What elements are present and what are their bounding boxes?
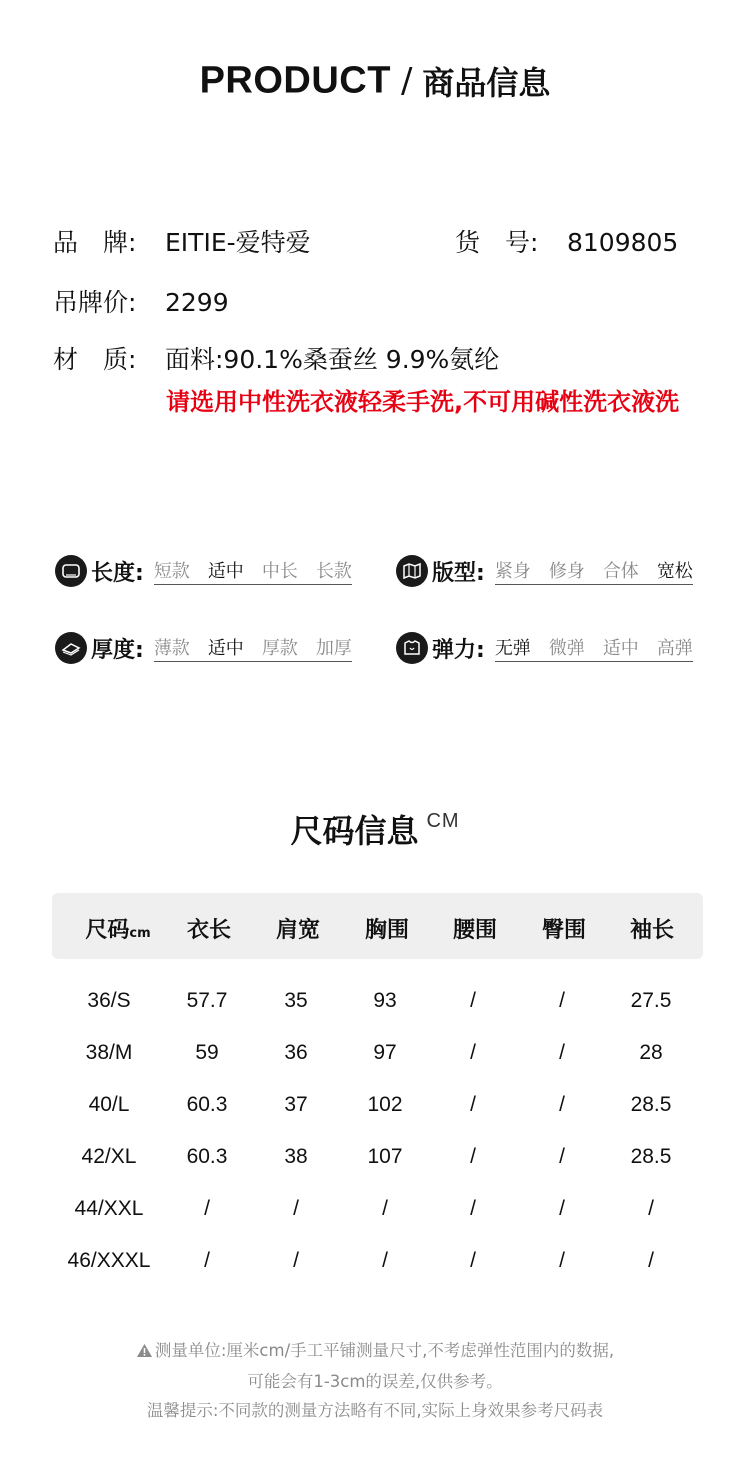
size-chart-title	[0, 806, 750, 852]
elasticity-option: 适中	[602, 638, 639, 659]
header-size-text: 尺码	[85, 918, 130, 943]
title-separator: /	[400, 61, 413, 101]
size-title-unit: CM	[426, 810, 460, 833]
cell-length: /	[204, 1249, 210, 1272]
header-sleeve: 袖长	[629, 918, 674, 943]
cell-shoulder: 37	[284, 1093, 308, 1116]
size-table-header	[52, 893, 703, 959]
elasticity-option: 高弹	[656, 638, 693, 659]
cell-length: 60.3	[186, 1093, 228, 1116]
thickness-options	[154, 634, 352, 662]
fit-option: 紧身	[494, 561, 531, 582]
cell-waist: /	[470, 1197, 476, 1220]
cell-shoulder: 38	[284, 1145, 308, 1168]
elasticity-icon	[396, 632, 428, 664]
cell-length: 59	[195, 1041, 219, 1064]
cell-chest: 107	[367, 1145, 403, 1168]
note-line-3: 温馨提示:不同款的测量方法略有不同,实际上身效果参考尺码表	[146, 1401, 604, 1420]
thickness-icon	[55, 632, 87, 664]
attr-length	[55, 555, 352, 587]
cell-size: 38/M	[85, 1041, 133, 1064]
cell-shoulder: 35	[284, 989, 308, 1012]
cell-hip: /	[559, 1041, 565, 1064]
cell-chest: /	[382, 1197, 388, 1220]
title-chinese: 商品信息	[422, 64, 551, 102]
header-waist: 腰围	[452, 918, 497, 943]
elasticity-options	[495, 634, 693, 662]
cell-sleeve: /	[648, 1197, 654, 1220]
price-value: 2299	[165, 288, 229, 317]
price-label: 吊牌价:	[53, 288, 137, 317]
table-row	[52, 1093, 703, 1133]
size-title-text: 尺码信息	[290, 812, 419, 850]
length-option-selected: 适中	[207, 561, 244, 582]
cell-chest: 102	[367, 1093, 403, 1116]
cell-waist: /	[470, 1041, 476, 1064]
note-line-1-text: 测量单位:厘米cm/手工平铺测量尺寸,不考虑弹性范围内的数据,	[154, 1341, 615, 1360]
cell-hip: /	[559, 1197, 565, 1220]
header-chest: 胸围	[364, 918, 409, 943]
page-title	[0, 58, 750, 104]
cell-length: /	[204, 1197, 210, 1220]
cell-waist: /	[470, 1093, 476, 1116]
cell-waist: /	[470, 1249, 476, 1272]
cell-sleeve: /	[648, 1249, 654, 1272]
header-size-unit: cm	[129, 926, 151, 941]
sku-value: 8109805	[567, 228, 679, 257]
brand-label: 品 牌:	[53, 228, 137, 257]
attr-fit	[396, 555, 693, 587]
attr-elasticity	[396, 632, 693, 664]
length-option: 中长	[261, 561, 298, 582]
brand-row	[53, 226, 311, 260]
table-row	[52, 1197, 703, 1237]
cell-chest: /	[382, 1249, 388, 1272]
cell-size: 40/L	[88, 1093, 130, 1116]
material-label: 材 质:	[53, 345, 137, 374]
header-hip: 臀围	[541, 918, 586, 943]
care-note: 请选用中性洗衣液轻柔手洗,不可用碱性洗衣液洗	[166, 388, 680, 416]
cell-shoulder: /	[293, 1249, 299, 1272]
warning-icon	[136, 1338, 153, 1367]
thickness-option-selected: 适中	[207, 638, 244, 659]
thickness-label: 厚度:	[91, 637, 144, 663]
length-options	[154, 557, 352, 585]
length-icon	[55, 555, 87, 587]
cell-hip: /	[559, 1249, 565, 1272]
cell-hip: /	[559, 1093, 565, 1116]
note-line-2: 可能会有1-3cm的误差,仅供参考。	[247, 1372, 503, 1391]
note-line-1	[0, 1336, 750, 1367]
elasticity-option: 微弹	[548, 638, 585, 659]
thickness-option: 加厚	[315, 638, 352, 659]
thickness-option: 薄款	[153, 638, 190, 659]
fit-icon	[396, 555, 428, 587]
cell-size: 42/XL	[81, 1145, 137, 1168]
title-english: PRODUCT	[199, 59, 391, 102]
table-row	[52, 1145, 703, 1185]
length-option: 短款	[153, 561, 190, 582]
cell-sleeve: 28	[639, 1041, 663, 1064]
fit-option-selected: 宽松	[656, 561, 693, 582]
brand-value: EITIE-爱特爱	[165, 228, 311, 257]
cell-sleeve: 28.5	[630, 1093, 672, 1116]
cell-size: 46/XXXL	[67, 1249, 151, 1272]
table-row	[52, 1041, 703, 1081]
header-shoulder: 肩宽	[275, 918, 320, 943]
fit-options	[495, 557, 693, 585]
table-row	[52, 1249, 703, 1289]
length-option: 长款	[315, 561, 352, 582]
material-value: 面料:90.1%桑蚕丝 9.9%氨纶	[165, 345, 500, 374]
cell-sleeve: 28.5	[630, 1145, 672, 1168]
cell-hip: /	[559, 989, 565, 1012]
cell-shoulder: 36	[284, 1041, 308, 1064]
fit-option: 合体	[602, 561, 639, 582]
length-label: 长度:	[91, 560, 144, 586]
cell-chest: 97	[373, 1041, 397, 1064]
sku-row	[455, 226, 678, 260]
cell-size: 36/S	[87, 989, 131, 1012]
cell-length: 60.3	[186, 1145, 228, 1168]
table-row	[52, 989, 703, 1029]
sku-label: 货 号:	[455, 228, 539, 257]
price-row	[53, 286, 229, 320]
fit-label: 版型:	[432, 560, 485, 586]
cell-chest: 93	[373, 989, 397, 1012]
header-length: 衣长	[186, 918, 231, 943]
cell-hip: /	[559, 1145, 565, 1168]
material-row	[53, 343, 499, 377]
fit-option: 修身	[548, 561, 585, 582]
measurement-notes	[0, 1336, 750, 1425]
thickness-option: 厚款	[261, 638, 298, 659]
cell-waist: /	[470, 989, 476, 1012]
attr-thickness	[55, 632, 352, 664]
elasticity-option-selected: 无弹	[494, 638, 531, 659]
cell-sleeve: 27.5	[630, 989, 672, 1012]
cell-size: 44/XXL	[74, 1197, 144, 1220]
cell-length: 57.7	[186, 989, 228, 1012]
cell-shoulder: /	[293, 1197, 299, 1220]
cell-waist: /	[470, 1145, 476, 1168]
header-size	[68, 913, 168, 944]
elasticity-label: 弹力:	[432, 637, 485, 663]
